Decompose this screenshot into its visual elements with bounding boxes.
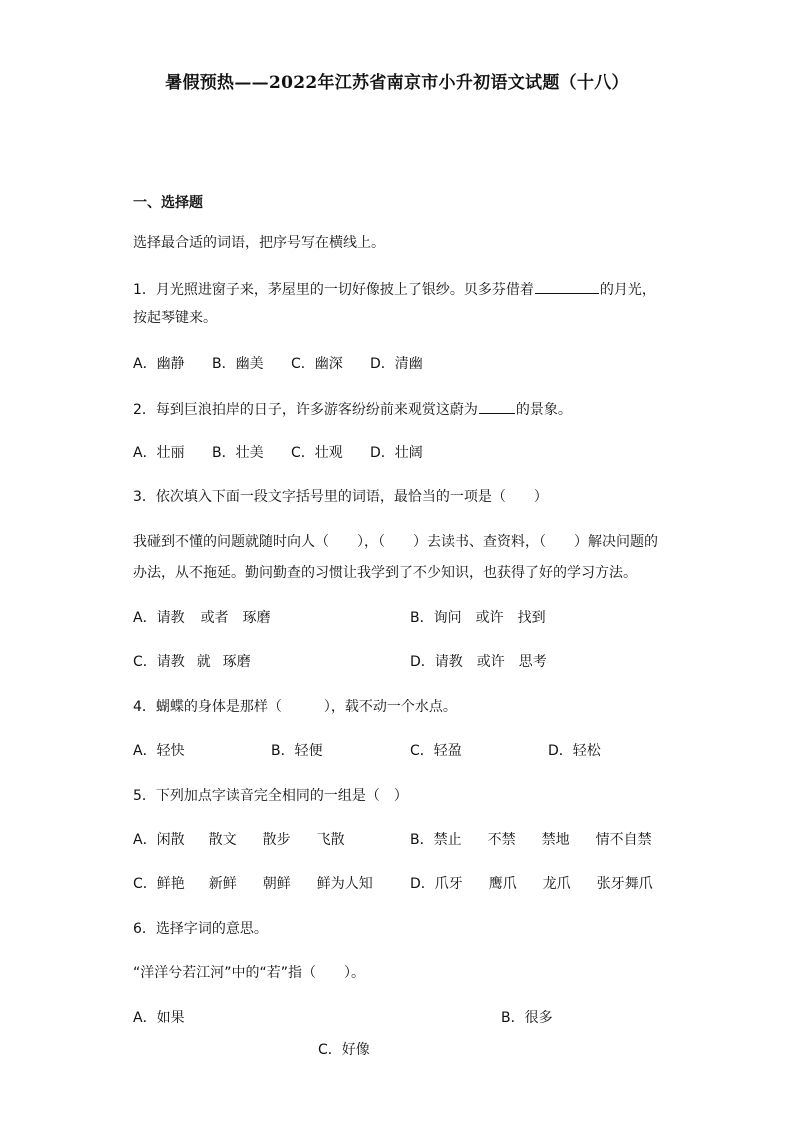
q1-option-d[interactable]: D．清幽 (370, 356, 423, 372)
q2-option-b[interactable]: B．壮美 (212, 445, 264, 461)
q6-option-a[interactable]: A．如果 (133, 1010, 185, 1026)
q5-option-a[interactable]: A．闲散 散文 散步 飞散 (133, 832, 345, 848)
question-4-stem: 4．蝴蝶的身体是那样（ ），载不动一个水点。 (133, 699, 457, 715)
q5-option-b[interactable]: B．禁止 不禁 禁地 情不自禁 (410, 832, 652, 848)
q5-option-c[interactable]: C．鲜艳 新鲜 朝鲜 鲜为人知 (133, 876, 373, 892)
question-2-line (133, 400, 572, 419)
question-1-text-a: 1．月光照进窗子来，茅屋里的一切好像披上了银纱。贝多芬借着 (133, 282, 534, 298)
question-6-stem: 6．选择字词的意思。 (133, 921, 268, 937)
question-1-line-2: 按起琴键来。 (133, 310, 217, 326)
answer-blank-2[interactable] (479, 400, 515, 414)
q4-option-a[interactable]: A．轻快 (133, 743, 185, 759)
q2-option-d[interactable]: D．壮阔 (370, 445, 423, 461)
question-1-text-b: 的月光， (599, 282, 656, 298)
q2-option-a[interactable]: A．壮丽 (133, 445, 185, 461)
page-title: 暑假预热——2022年江苏省南京市小升初语文试题（十八） (165, 73, 629, 93)
question-3-passage-2: 办法，从不拖延。勤问勤查的习惯让我学到了不少知识，也获得了好的学习方法。 (133, 565, 637, 581)
q4-option-b[interactable]: B．轻便 (271, 743, 323, 759)
q4-option-c[interactable]: C．轻盈 (410, 743, 462, 759)
q4-option-d[interactable]: D．轻松 (548, 743, 601, 759)
q5-option-d[interactable]: D．爪牙 鹰爪 龙爪 张牙舞爪 (410, 876, 653, 892)
question-6-sub: “洋洋兮若江河”中的“若”指（ ）。 (133, 965, 366, 981)
section-heading: 一、选择题 (133, 195, 203, 211)
q3-option-b[interactable]: B．询问 或许 找到 (410, 610, 546, 626)
q1-option-a[interactable]: A．幽静 (133, 356, 185, 372)
q3-option-a[interactable]: A．请教 或者 琢磨 (133, 610, 271, 626)
q3-option-d[interactable]: D．请教 或许 思考 (410, 654, 547, 670)
q1-option-b[interactable]: B．幽美 (212, 356, 264, 372)
q3-option-c[interactable]: C．请教 就 琢磨 (133, 654, 251, 670)
question-2-text-b: 的景象。 (515, 402, 572, 418)
q1-option-c[interactable]: C．幽深 (291, 356, 343, 372)
question-3-stem: 3．依次填入下面一段文字括号里的词语，最恰当的一项是（ ） (133, 489, 548, 505)
question-5-stem: 5．下列加点字读音完全相同的一组是（ ） (133, 788, 408, 804)
q6-option-b[interactable]: B．很多 (501, 1010, 553, 1026)
q6-option-c[interactable]: C．好像 (318, 1042, 370, 1058)
question-2-text-a: 2．每到巨浪拍岸的日子，许多游客纷纷前来观赏这蔚为 (133, 402, 478, 418)
question-1-line-1 (133, 280, 656, 299)
q2-option-c[interactable]: C．壮观 (291, 445, 343, 461)
instruction-text: 选择最合适的词语，把序号写在横线上。 (133, 235, 385, 251)
answer-blank-1[interactable] (535, 280, 599, 294)
question-3-passage-1: 我碰到不懂的问题就随时向人（ ），（ ）去读书、查资料，（ ）解决问题的 (133, 534, 658, 550)
